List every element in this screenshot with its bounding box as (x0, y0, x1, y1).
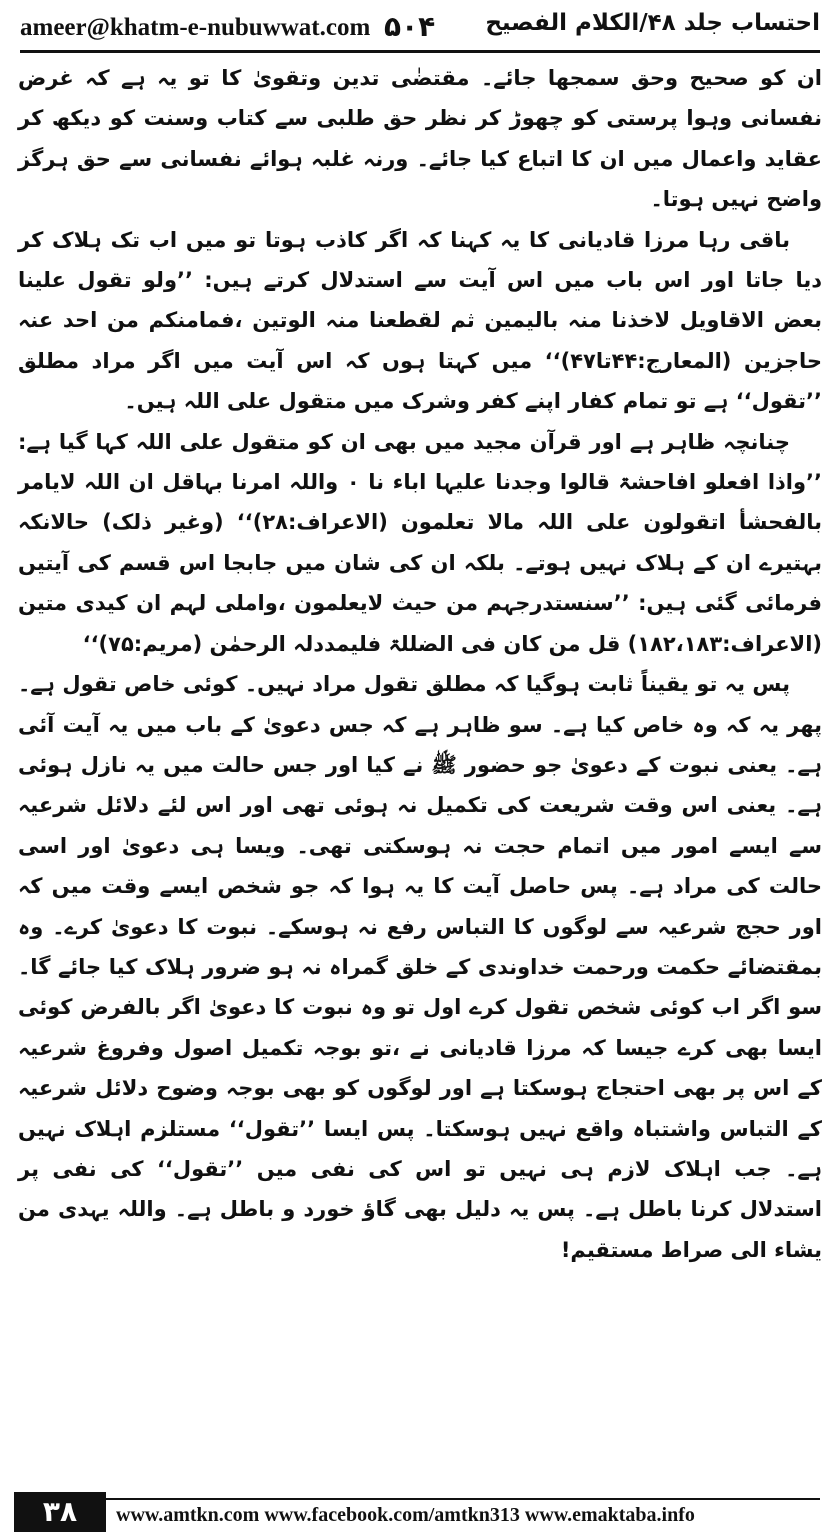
page-footer (0, 1492, 840, 1540)
paragraph-continuation: ان کو صحیح وحق سمجھا جائے۔ مقتضٰی تدین وتقویٰ کا تو یہ ہے کہ غرض نفسانی وہوا پرستی کو چھوڑ کر نظر حق طلبی سے کتاب وسنت کو دیکھ کر عقاید واعمال میں ان کا اتباع کیا جائے۔ ورنہ غلبہ ہوائے نفسانی سے حق ہرگز واضح نہیں ہوتا۔ (18, 66, 822, 212)
header-email: ameer@khatm-e-nubuwwat.com (20, 14, 371, 41)
paragraph-conclusion: پس یہ تو یقیناً ثابت ہوگیا کہ مطلق تقول مراد نہیں۔ کوئی خاص تقول ہے۔ پھر یہ کہ وہ خاص کیا ہے۔ سو ظاہر ہے کہ جس دعویٰ کے باب میں یہ آیت آئی ہے۔ یعنی نبوت کے دعویٰ جو حضور ﷺ نے کیا اور جس حالت میں یہ نازل ہوئی ہے۔ یعنی اس وقت شریعت کی تکمیل نہ ہوئی تھی اور اس لئے دلائل شرعیہ سے ایسے امور میں اتمام حجت نہ ہوسکتی تھی۔ ویسا ہی دعویٰ اور اسی حالت کی مراد ہے۔ پس حاصل آیت کا یہ ہوا کہ جو شخص ایسے وقت میں کہ اور حجج شرعیہ سے لوگوں کا التباس رفع نہ ہوسکے۔ نبوت کا دعویٰ کرے۔ وہ بمقتضائے حکمت ورحمت خداوندی کے خلق گمراہ نہ ہو ضرور ہلاک کیا جائے گا۔ سو اگر اب کوئی شخص تقول کرے اول تو وہ نبوت کا دعویٰ اگر بالفرض کوئی ایسا بھی کرے جیسا کہ مرزا قادیانی نے ،تو بوجہ تکمیل اصول وفروغ شرعیہ کے اس پر بھی احتجاج ہوسکتا ہے اور لوگوں کو بھی بوجہ وضوح دلائل شرعیہ کے التباس واشتباہ واقع نہیں ہوسکتا۔ پس ایسا ’’تقول‘‘ مستلزم اہلاک نہیں ہے۔ جب اہلاک لازم ہی نہیں تو اس کی نفی میں ’’تقول‘‘ کی نفی پر استدلال کرنا باطل ہے۔ پس یہ دلیل بھی گاؤ خورد و باطل ہے۔ واللہ یہدی من یشاء الی صراط مستقیم! (18, 672, 823, 1262)
header-rule (20, 50, 820, 53)
footer-rule (106, 1498, 820, 1500)
paragraph-quran-evidence: چنانچہ ظاہر ہے اور قرآن مجید میں بھی ان کو متقول علی اللہ کہا گیا ہے: ’’واذا افعلو افاحشۃ قالوا وجدنا علیہا اباء نا ۰ واللہ امرنا بہاقل ان اللہ لایامر بالفحشأ اتقولون علی اللہ مالا تعلمون (الاعراف:۲۸)‘‘ (وغیر ذلک) حالانکہ بہتیرے ان کے ہلاک نہیں ہوتے۔ بلکہ ان کی شان میں جابجا اس قسم کی آیتیں فرمائی گئی ہیں: ’’سنستدرجہم من حیث لایعلمون ،واملی لہم ان کیدی متین (الاعراف:۱۸۲،۱۸۳) قل من کان فی الضللۃ فلیمددلہ الرحمٰن (مریم:۷۵)‘‘ (18, 429, 823, 656)
footer-page-number: ۳۸ (14, 1492, 106, 1532)
paragraph-mirza-claim: باقی رہا مرزا قادیانی کا یہ کہنا کہ اگر کاذب ہوتا تو میں اب تک ہلاک کر دیا جاتا اور اس باب میں اس آیت سے استدلال کرتے ہیں: ’’ولو تقول علینا بعض الاقاویل لاخذنا منہ بالیمین ثم لقطعنا منہ الوتین ،فمامنکم من احد عنہ حاجزین (المعارج:۴۴تا۴۷)‘‘ میں کہتا ہوں کہ اس آیت میں اگر مراد مطلق ’’تقول‘‘ ہے تو تمام کفار اپنے کفر وشرک میں متقول علی اللہ ہیں۔ (18, 227, 822, 414)
header-book-title: احتساب جلد ۴۸/الکلام الفصیح (485, 10, 820, 36)
header-page-number: ۵۰۴ (384, 10, 436, 43)
page-header (0, 0, 840, 50)
page-body (18, 58, 822, 1270)
footer-links: www.amtkn.com www.facebook.com/amtkn313 www.emaktaba.info (116, 1504, 695, 1526)
